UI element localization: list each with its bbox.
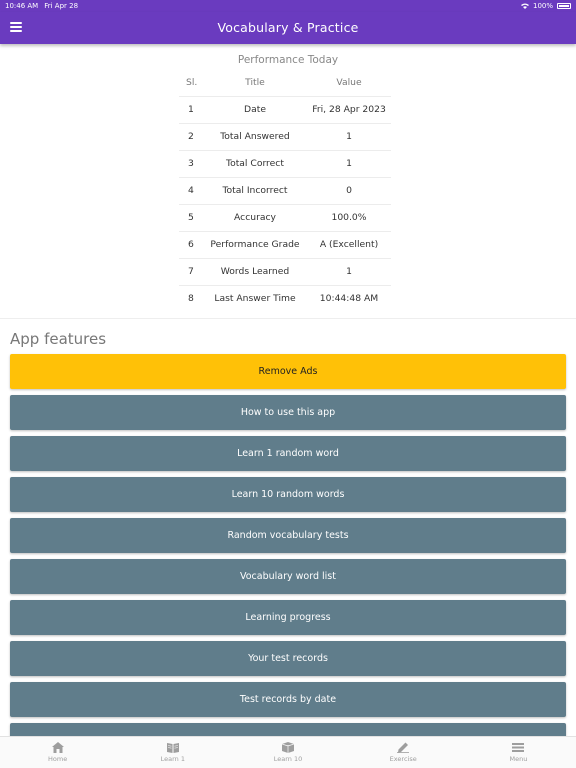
row-value: 10:44:48 AM bbox=[319, 293, 379, 305]
bottom-nav bbox=[0, 736, 576, 768]
nav-home[interactable] bbox=[0, 737, 115, 768]
page-title: Vocabulary & Practice bbox=[217, 20, 359, 35]
column-header-title: Title bbox=[203, 70, 307, 96]
row-title: Words Learned bbox=[203, 258, 307, 285]
row-value: 1 bbox=[307, 258, 391, 285]
learning-progress-button[interactable]: Learning progress bbox=[10, 600, 566, 635]
battery-icon bbox=[557, 3, 571, 9]
status-bar bbox=[0, 0, 576, 12]
row-sl: 6 bbox=[179, 231, 203, 258]
table-header-row bbox=[179, 70, 391, 96]
row-sl: 1 bbox=[179, 96, 203, 123]
table-row bbox=[179, 258, 391, 285]
table-row bbox=[179, 96, 391, 123]
learn-ten-words-button[interactable]: Learn 10 random words bbox=[10, 477, 566, 512]
nav-learn-1[interactable] bbox=[115, 737, 230, 768]
nav-label: Learn 1 bbox=[160, 755, 185, 763]
row-value: 1 bbox=[307, 150, 391, 177]
row-value: A (Excellent) bbox=[307, 231, 391, 258]
performance-table bbox=[179, 70, 391, 312]
word-list-button[interactable]: Vocabulary word list bbox=[10, 559, 566, 594]
column-header-value: Value bbox=[307, 70, 391, 96]
nav-label: Learn 10 bbox=[273, 755, 303, 763]
battery-percent: 100% bbox=[532, 2, 553, 10]
wifi-icon bbox=[521, 3, 529, 9]
how-to-use-button[interactable]: How to use this app bbox=[10, 395, 566, 430]
table-row bbox=[179, 177, 391, 204]
row-value: 0 bbox=[307, 177, 391, 204]
row-sl: 5 bbox=[179, 204, 203, 231]
row-sl: 3 bbox=[179, 150, 203, 177]
performance-heading: Performance Today bbox=[237, 54, 339, 66]
features-heading: App features bbox=[10, 330, 107, 348]
row-sl: 7 bbox=[179, 258, 203, 285]
app-bar bbox=[0, 12, 576, 44]
learn-one-word-button[interactable]: Learn 1 random word bbox=[10, 436, 566, 471]
table-row bbox=[179, 231, 391, 258]
status-date: Fri Apr 28 bbox=[44, 2, 79, 10]
row-sl: 4 bbox=[179, 177, 203, 204]
test-records-button[interactable]: Your test records bbox=[10, 641, 566, 676]
row-value: 1 bbox=[307, 123, 391, 150]
nav-label: Menu bbox=[509, 755, 528, 763]
table-row bbox=[179, 285, 391, 312]
book-open-icon bbox=[167, 742, 179, 753]
nav-label: Home bbox=[48, 755, 68, 763]
row-sl: 8 bbox=[188, 293, 194, 305]
remove-ads-button[interactable]: Remove Ads bbox=[10, 354, 566, 389]
section-divider bbox=[0, 318, 576, 319]
row-sl: 2 bbox=[179, 123, 203, 150]
row-title: Date bbox=[203, 96, 307, 123]
status-time: 10:46 AM bbox=[5, 2, 39, 10]
row-title: Performance Grade bbox=[203, 231, 307, 258]
nav-menu[interactable] bbox=[461, 737, 576, 768]
random-tests-button[interactable]: Random vocabulary tests bbox=[10, 518, 566, 553]
table-row bbox=[179, 204, 391, 231]
nav-label: Exercise bbox=[389, 755, 417, 763]
row-value: Fri, 28 Apr 2023 bbox=[307, 96, 391, 123]
row-title: Total Correct bbox=[203, 150, 307, 177]
table-row bbox=[179, 123, 391, 150]
menu-icon bbox=[512, 742, 524, 753]
nav-exercise[interactable] bbox=[346, 737, 461, 768]
books-icon bbox=[282, 742, 294, 753]
row-title: Total Incorrect bbox=[203, 177, 307, 204]
nav-learn-10[interactable] bbox=[230, 737, 345, 768]
home-icon bbox=[52, 742, 64, 753]
column-header-sl: Sl. bbox=[179, 70, 203, 96]
pencil-icon bbox=[397, 742, 409, 753]
table-row bbox=[179, 150, 391, 177]
row-title: Last Answer Time bbox=[214, 293, 296, 305]
row-value: 100.0% bbox=[307, 204, 391, 231]
row-title: Total Answered bbox=[203, 123, 307, 150]
records-by-date-button[interactable]: Test records by date bbox=[10, 682, 566, 717]
row-title: Accuracy bbox=[203, 204, 307, 231]
